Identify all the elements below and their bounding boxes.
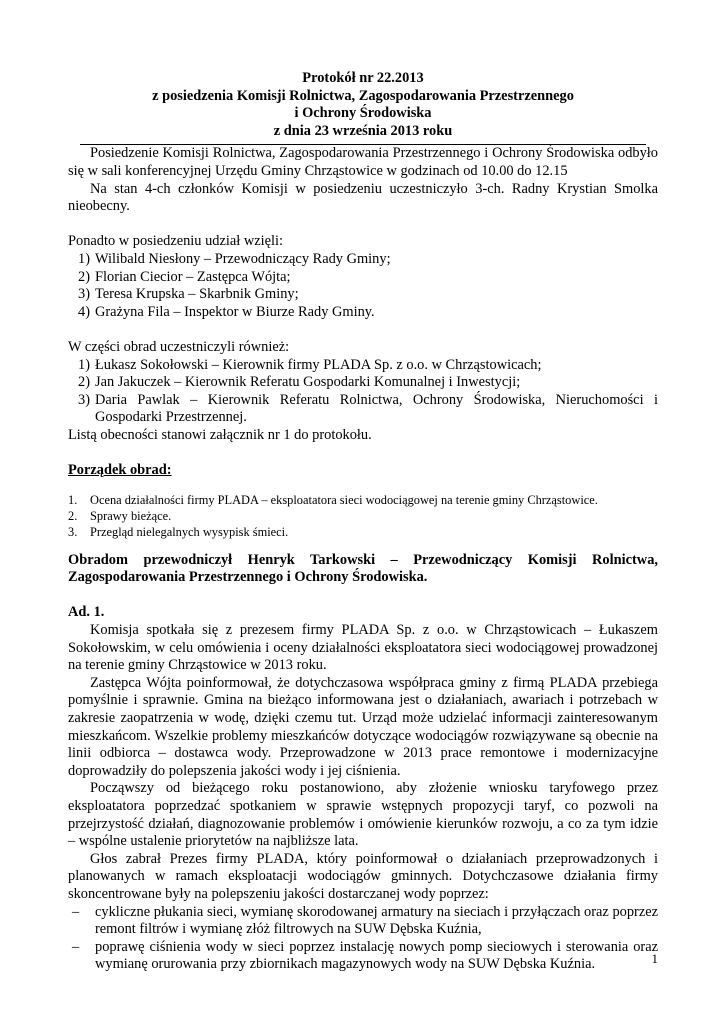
agenda-heading: Porządek obrad: [68, 462, 172, 479]
agenda-item: 3. Przegląd nielegalnych wysypisk śmieci. [68, 524, 289, 539]
list-item: 2) Jan Jakuczek – Kierownik Referatu Gospodarki Komunalnej i Inwestycji; [78, 374, 521, 391]
list-item: 2) Florian Ciecior – Zastępca Wójta; [78, 268, 291, 285]
list-item: – poprawę ciśnienia wody w sieci poprzez instalację nowych pomp sieciowych i sterowania oraz wymianę orurowania przy zbiornikach magazynowych wody na SUW Dębska Kuźnia. [72, 938, 658, 973]
title-line-4: z dnia 23 września 2013 roku [273, 122, 453, 139]
title-line-3: i Ochrony Środowiska [294, 105, 432, 122]
ad1-paragraph-3: Począwszy od bieżącego roku postanowiono, aby złożenie wniosku taryfowego przez eksploatatora poprzedzać spotkaniem w sprawie wstępnych propozycji taryf, co pozwoli na przejrzystość działań, diagnozowanie problemów i omówienie kierunków rozwoju, a co za tym idzie – wspólne ustalenie priorytetów na najbliższe lata. [68, 780, 658, 850]
list-item: 4) Grażyna Fila – Inspektor w Biurze Rady Gminy. [78, 303, 375, 320]
list-item: 3) Daria Pawlak – Kierownik Referatu Rolnictwa, Ochrony Środowiska, Nieruchomości i Gospodarki Przestrzennej. [78, 391, 658, 426]
title-line-2: z posiedzenia Komisji Rolnictwa, Zagospodarowania Przestrzennego [152, 87, 574, 104]
title-line-1: Protokół nr 22.2013 [302, 70, 424, 86]
chair-statement: Obradom przewodniczył Henryk Tarkowski – Przewodniczący Komisji Rolnictwa, Zagospodarowania Przestrzennego i Ochrony Środowiska. [68, 551, 658, 586]
ad1-paragraph-4: Głos zabrał Prezes firmy PLADA, który poinformował o działaniach przeprowadzonych i planowanych w ramach eksploatacji wodociągów gminnych. Dotychczasowe działania firmy skoncentrowane były na polepszeniu jakości dostarczanej wody poprzez: [68, 850, 658, 902]
partial-participants-list [68, 357, 658, 427]
list-item: – cykliczne płukania sieci, wymianę skorodowanej armatury na sieciach i przyłączach oraz poprzez remont filtrów i wymianę złóż filtrowych na SUW Dębska Kuźnia, [72, 903, 658, 938]
intro-paragraph-1: Posiedzenie Komisji Rolnictwa, Zagospodarowania Przestrzennego i Ochrony Środowiska odbyło się w sali konferencyjnej Urzędu Gminy Chrząstowice w godzinach od 10.00 do 12.15 [68, 145, 658, 179]
list-item: 1) Łukasz Sokołowski – Kierownik firmy PLADA Sp. z o.o. w Chrząstowicach; [78, 356, 542, 373]
list-item: 3) Teresa Krupska – Skarbnik Gminy; [78, 286, 299, 303]
list-item: 1) Wilibald Niesłony – Przewodniczący Rady Gminy; [78, 250, 391, 267]
page-number: 1 [651, 951, 658, 966]
attendance-note: Listą obecności stanowi załącznik nr 1 do protokołu. [68, 426, 372, 443]
agenda-item: 2. Sprawy bieżące. [68, 508, 172, 523]
participants-lead: Ponadto w posiedzeniu udział wzięli: [68, 233, 284, 250]
agenda-item: 1. Ocena działalności firmy PLADA – eksploatatora sieci wodociągowej na terenie gminy Chrząstowice. [68, 492, 598, 507]
document-page [68, 70, 658, 974]
ad1-bullet-list [68, 904, 658, 974]
ad1-paragraph-1: Komisja spotkała się z prezesem firmy PLADA Sp. z o.o. w Chrząstowicach – Łukaszem Sokołowskim, w celu omówienia i oceny działalności eksploatatora sieci wodociągowej prowadzonej na terenie gminy Chrząstowice w 2013 roku. [68, 622, 658, 674]
partial-participants-lead: W części obrad uczestniczyli również: [68, 338, 290, 355]
intro-paragraph-2: Na stan 4-ch członków Komisji w posiedzeniu uczestniczyło 3-ch. Radny Krystian Smolka nieobecny. [68, 180, 658, 215]
ad1-paragraph-2: Zastępca Wójta poinformował, że dotychczasowa współpraca gminy z firmą PLADA przebiega pomyślnie i sprawnie. Gmina na bieżąco informowana jest o działaniach, awariach i potrzebach w zakresie zaopatrzenia w wodę, dzięki czemu tut. Urząd może udzielać informacji zainteresowanym mieszkańcom. Wszelkie problemy mieszkańców dotyczące wodociągów rozwiązywane są obecnie na linii odbiorca – dostawca wody. Przeprowadzone w 2013 prace remontowe i modernizacyjne doprowadziły do polepszenia jakości wody i jej ciśnienia. [68, 674, 658, 779]
document-title [68, 70, 658, 140]
participants-list [68, 251, 658, 321]
ad1-heading: Ad. 1. [68, 604, 105, 621]
agenda-list [68, 492, 658, 540]
